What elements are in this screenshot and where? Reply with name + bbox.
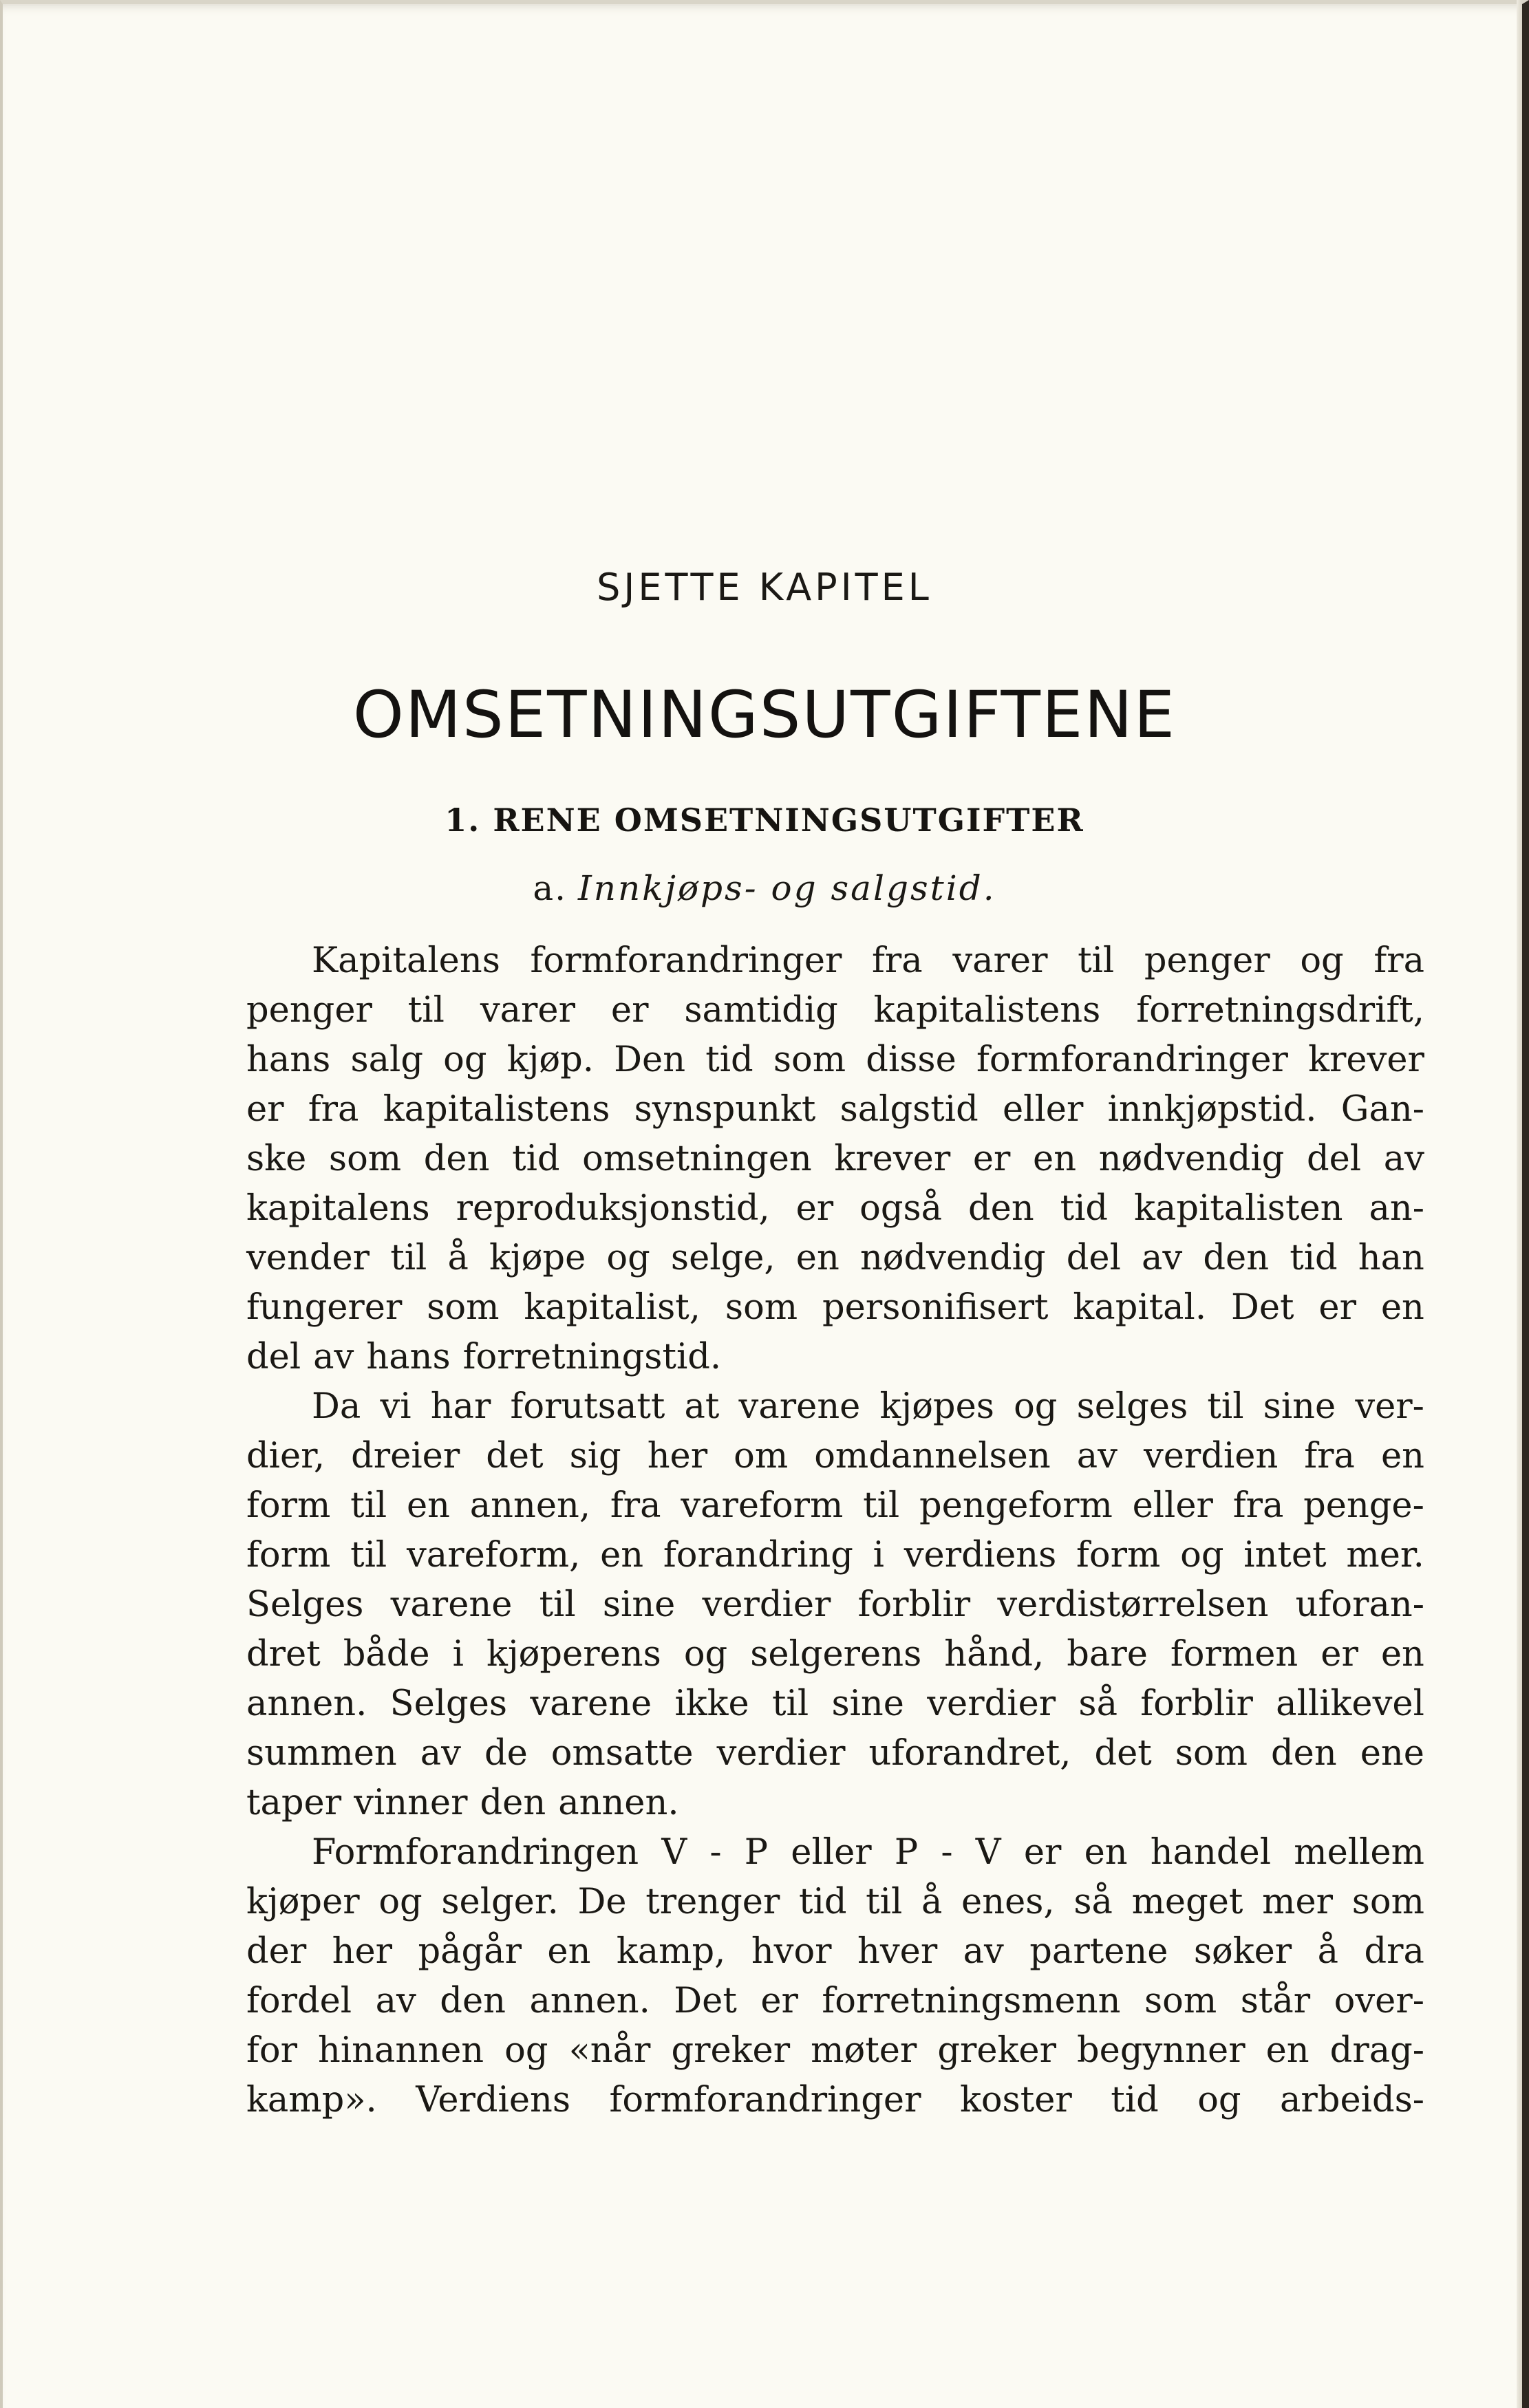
text-line: summen av de omsatte verdier uforandret, det som den ene xyxy=(246,1733,1424,1774)
text-line: hans salg og kjøp. Den tid som disse formforandringer krever xyxy=(246,1040,1424,1080)
paragraph xyxy=(246,1828,1424,2125)
subsection-title: Innkjøps- og salgstid. xyxy=(577,868,996,908)
text-line: fungerer som kapitalist, som personifisert kapital. Det er en xyxy=(246,1287,1424,1328)
paragraph xyxy=(246,936,1424,1382)
chapter-title: OMSETNINGSUTGIFTENE xyxy=(352,678,1177,753)
text-line: form til en annen, fra vareform til pengeform eller fra penge- xyxy=(246,1485,1424,1526)
text-line: taper vinner den annen. xyxy=(246,1783,679,1823)
text-line: der her pågår en kamp, hvor hver av partene søker å dra xyxy=(246,1931,1424,1972)
text-line: er fra kapitalistens synspunkt salgstid eller innkjøpstid. Gan- xyxy=(246,1089,1424,1130)
text-line: vender til å kjøpe og selge, en nødvendig del av den tid han xyxy=(246,1238,1424,1278)
text-line: fordel av den annen. Det er forretningsmenn som står over- xyxy=(246,1981,1424,2021)
body-text xyxy=(246,936,1424,2125)
chapter-label: SJETTE KAPITEL xyxy=(597,566,932,609)
text-line: ske som den tid omsetningen krever er en nødvendig del av xyxy=(246,1139,1424,1179)
text-line: Kapitalens formforandringer fra varer til penger og fra xyxy=(312,940,1424,981)
subsection-letter: a. xyxy=(533,868,568,908)
text-line: dret både i kjøperens og selgerens hånd, bare formen er en xyxy=(246,1634,1424,1675)
text-line: dier, dreier det sig her om omdannelsen av verdien fra en xyxy=(246,1436,1424,1476)
text-line: Formforandringen V - P eller P - V er en handel mellem xyxy=(312,1832,1424,1873)
text-line: del av hans forretningstid. xyxy=(246,1337,722,1377)
paragraph xyxy=(246,1382,1424,1828)
subsection-heading xyxy=(0,868,1529,908)
page-edge xyxy=(1517,0,1522,2408)
text-line: annen. Selges varene ikke til sine verdier så forblir allikevel xyxy=(246,1684,1424,1724)
section-heading: 1. RENE OMSETNINGSUTGIFTER xyxy=(445,802,1084,839)
text-line: kjøper og selger. De trenger tid til å enes, så meget mer som xyxy=(246,1882,1424,1922)
text-line: for hinannen og «når greker møter greker begynner en drag- xyxy=(246,2030,1424,2071)
text-line: kamp». Verdiens formforandringer koster tid og arbeids- xyxy=(246,2080,1424,2120)
text-line: kapitalens reproduksjonstid, er også den tid kapitalisten an- xyxy=(246,1188,1424,1229)
text-line: Da vi har forutsatt at varene kjøpes og selges til sine ver- xyxy=(312,1386,1424,1427)
text-line: Selges varene til sine verdier forblir verdistørrelsen uforan- xyxy=(246,1584,1424,1625)
text-line: form til vareform, en forandring i verdiens form og intet mer. xyxy=(246,1535,1424,1576)
text-line: penger til varer er samtidig kapitalistens forretningsdrift, xyxy=(246,990,1424,1031)
